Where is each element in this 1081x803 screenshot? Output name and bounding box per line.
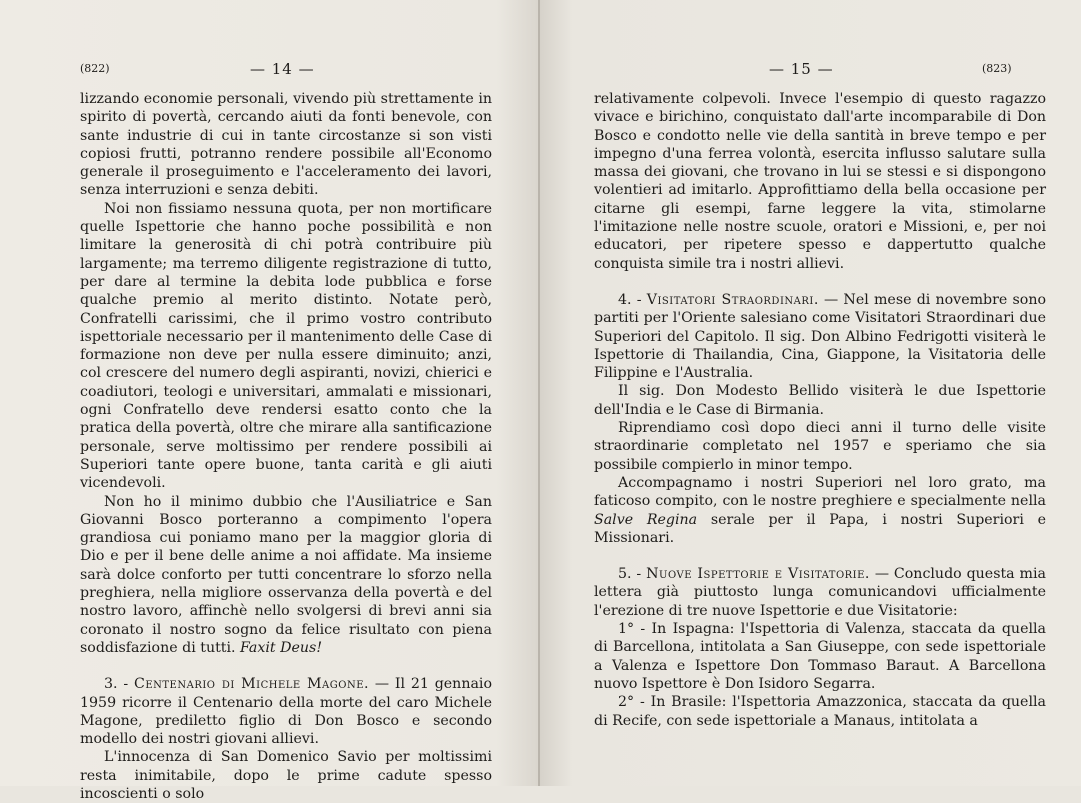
section-gap	[594, 273, 1046, 291]
section-title: Centenario di Michele Magone.	[133, 676, 370, 693]
latin-phrase: Salve Regina	[594, 511, 698, 528]
section-text: — Il 21 gennaio 1959 ricorre il Centenario della morte del caro Michele Magone, prediletto figlio di Don Bosco e secondo modello dei nostri giovani allievi.	[80, 676, 492, 748]
paragraph-text: Accompagnamo i nostri Superiori nel loro grato, ma faticoso compito, con le nostre preghiere e specialmente nella	[594, 474, 1046, 510]
section-3	[80, 675, 492, 748]
paragraph: Il sig. Don Modesto Bellido visiterà le due Ispettorie dell'India e le Case di Birmania.	[594, 383, 1046, 418]
left-page-header	[0, 60, 540, 80]
paragraph: relativamente colpevoli. Invece l'esempio di questo ragazzo vivace e birichino, conquistato dall'arte incomparabile di Don Bosco e condotto nelle vie della santità in breve tempo e per impegno d'una ferrea volontà, esercita influsso salutare sulla massa dei giovani, che trovano in lui se stessi e si dispongono volentieri ad imitarlo. Approfittiamo della bella occasione per citarne gli esempi, farne leggere la vita, stimolarne l'imitazione nelle nostre scuole, oratori e Missioni, e, per noi educatori, per ripetere spesso e dappertutto qualche conquista simile tra i nostri allievi.	[594, 91, 1046, 272]
section-text: — Nel mese di novembre sono partiti per l'Oriente salesiano come Visitatori Straordinari due Superiori del Capitolo. Il sig. Don Albino Fedrigotti visiterà le Ispettorie di Thailandia, Cina, Giappone, la Visitatoria delle Filippine e l'Australia.	[594, 291, 1046, 382]
section-number: 4. -	[618, 291, 647, 308]
section-5	[594, 565, 1046, 620]
section-text: — Concludo questa mia lettera già piuttosto lunga comunicandovi ufficialmente l'erezione di tre nuove Ispettorie e due Visitatorie:	[594, 566, 1046, 619]
paragraph	[594, 474, 1046, 547]
left-page-number: — 14 —	[250, 60, 315, 78]
right-page-number: — 15 —	[769, 60, 834, 78]
paragraph: 1° - In Ispagna: l'Ispettoria di Valenza, staccata da quella di Barcellona, intitolata a San Giuseppe, con sede ispettoriale a Valenza e Ispettore Don Tommaso Baraut. A Barcellona nuovo Ispettore è Don Isidoro Segarra.	[594, 621, 1046, 692]
latin-phrase: Faxit Deus!	[240, 639, 323, 656]
right-page-ref: (823)	[982, 62, 1012, 75]
right-page	[540, 0, 1080, 786]
left-page	[0, 0, 540, 802]
section-title: Nuove Ispettorie e Visitatorie.	[646, 566, 870, 583]
left-page-ref: (822)	[80, 62, 110, 75]
paragraph: Riprendiamo così dopo dieci anni il turno delle visite straordinarie completato nel 1957 e speriamo che sia possibile compierlo in minor tempo.	[594, 420, 1046, 473]
paragraph	[80, 493, 492, 658]
right-page-header	[540, 60, 1080, 80]
section-4	[594, 291, 1046, 382]
section-number: 5. -	[618, 566, 647, 583]
left-page-body	[80, 90, 492, 803]
paragraph: lizzando economie personali, vivendo più strettamente in spirito di povertà, cercando aiuti da fonti benevole, con sante industrie di cui in tante circostanze si son visti copiosi frutti, potranno rendere possibile all'Economo generale il proseguimento e l'acceleramento dei lavori, senza interruzioni e senza debiti.	[80, 91, 492, 199]
right-page-body	[594, 90, 1046, 730]
paragraph: 2° - In Brasile: l'Ispettoria Amazzonica, staccata da quella di Recife, con sede ispettoriale a Manaus, intitolata a	[594, 694, 1046, 729]
section-title: Visitatori Straordinari.	[646, 291, 819, 308]
section-gap	[80, 657, 492, 675]
section-number: 3. -	[104, 676, 134, 693]
paragraph: Noi non fissiamo nessuna quota, per non mortificare quelle Ispettorie che hanno poche possibilità e non limitare la generosità di chi potrà contribuire più largamente; ma terremo diligente registrazione di tutto, per dare al termine la debita lode pubblica e forse qualche premio al merito distinto. Notate però, Confratelli carissimi, che il primo vostro contributo ispettoriale necessario per il mantenimento delle Case di formazione non deve per nulla essere diminuito; anzi, col crescere del numero degli aspiranti, novizi, chierici e coadiutori, teologi e universitari, ammalati e missionari, ogni Confratello deve rendersi esatto conto che la pratica della povertà, oltre che mirare alla santificazione personale, serve moltissimo per rendere possibili ai Superiori tante opere buone, tanta carità e gli aiuti vicendevoli.	[80, 200, 492, 492]
section-gap	[594, 547, 1046, 565]
paragraph-text: Non ho il minimo dubbio che l'Ausiliatrice e San Giovanni Bosco porteranno a compimento l'opera grandiosa cui poniamo mano per la maggior gloria di Dio e per il bene delle anime a noi affidate. Ma insieme sarà dolce conforto per tutti concentrare lo sforzo nella preghiera, nella migliore osservanza della povertà e del nostro lavoro, affinchè nello svolgersi di brevi anni sia coronato il nostro sogno da felice risultato con piena soddisfazione di tutti.	[80, 493, 492, 656]
paragraph: L'innocenza di San Domenico Savio per moltissimi resta inimitabile, dopo le prime cadute spesso incoscienti o solo	[80, 749, 492, 802]
paragraph-text-end: serale per il Papa, i nostri Superiori e Missionari.	[594, 511, 1046, 546]
